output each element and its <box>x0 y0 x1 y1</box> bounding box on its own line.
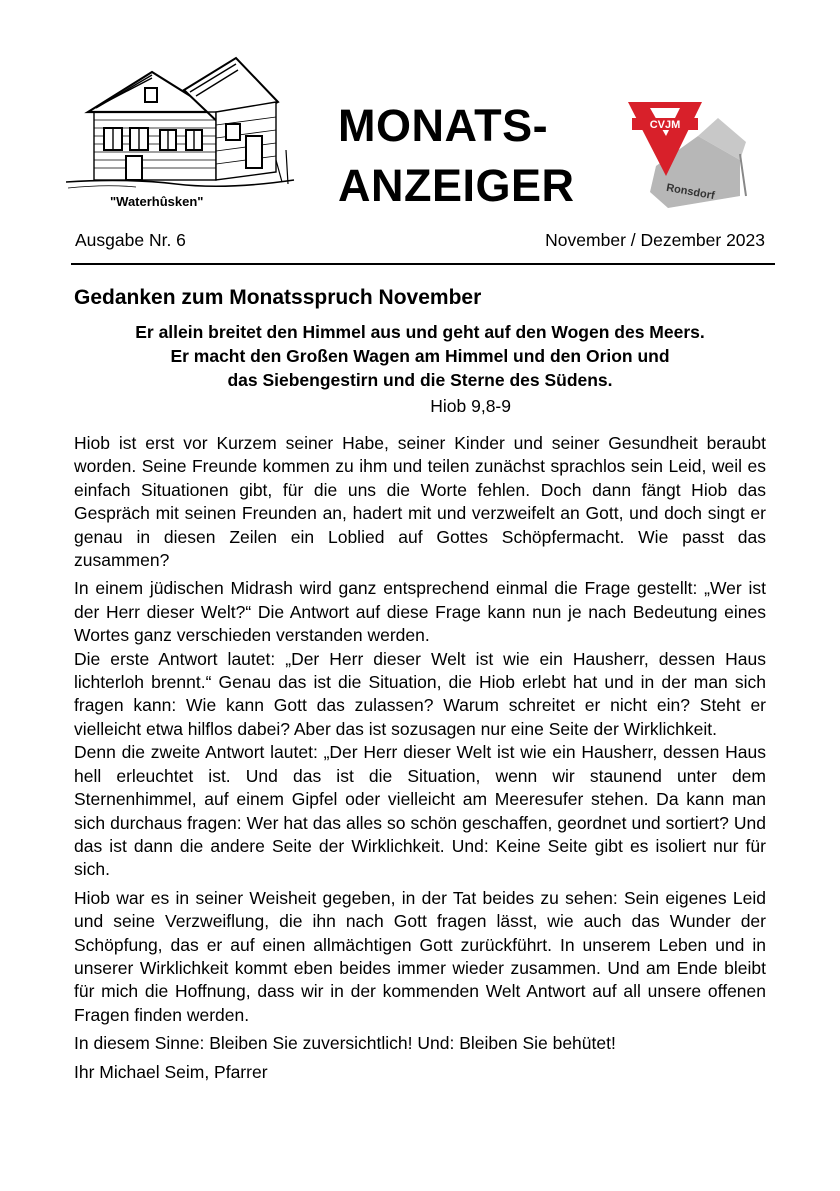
page-title <box>338 96 575 216</box>
verse-line: Er allein breitet den Himmel aus und geht auf den Wogen des Meers. <box>135 322 705 342</box>
verse-line: Er macht den Großen Wagen am Himmel und den Orion und <box>170 346 670 366</box>
cvjm-logo <box>628 96 768 221</box>
paragraph: Denn die zweite Antwort lautet: „Der Herr dieser Welt ist wie ein Hausherr, dessen Haus hell erleuchtet ist. Und das ist die Situation, wenn wir staunend unter dem Sternenhimmel, auf einem Gipfel oder vielleicht am Meeresufer stehen. Da kann man sich durchaus fragen: Wer hat das alles so schön geschaffen, geordnet und sortiert? Und das ist dann die andere Seite der Wirklichkeit. Und: Keine Seite gibt es isoliert nur für sich. <box>74 742 766 880</box>
article-heading: Gedanken zum Monatsspruch November <box>74 286 482 309</box>
paragraph: In diesem Sinne: Bleiben Sie zuversichtlich! Und: Bleiben Sie behütet! <box>74 1033 616 1054</box>
paragraph: Die erste Antwort lautet: „Der Herr dieser Welt ist wie ein Hausherr, dessen Haus lichterloh brennt.“ Genau das ist die Situation, die Hiob erlebt hat und in der man sich fragen kann: Wie kann Gott das zulassen? Warum schreitet er nicht ein? Steht er vielleicht etwa hilflos dabei? Aber das ist sozusagen nur eine Seite der Wirklichkeit. <box>74 648 766 739</box>
verse-reference-row <box>74 396 766 417</box>
verse-line: das Siebengestirn und die Sterne des Südens. <box>227 370 613 390</box>
issue-number: Ausgabe Nr. 6 <box>75 230 186 250</box>
paragraph: Hiob ist erst vor Kurzem seiner Habe, seiner Kinder und seiner Gesundheit beraubt worden. Seine Freunde kommen zu ihm und teilen zunächst sprachlos sein Leid, weil es einfach Situationen gibt, für die uns die Worte fehlen. Doch dann fängt Hiob das Gespräch mit seinen Freunden an, hadert mit und verzweifelt an Gott, und doch singt er genau in diesen Zeilen ein Loblied auf Gottes Schöpfermacht. Wie passt das zusammen? <box>74 433 766 571</box>
title-line-2: ANZEIGER <box>338 160 575 211</box>
bible-verse <box>74 320 766 392</box>
cvjm-text: CVJM <box>649 119 681 131</box>
verse-reference: Hiob 9,8-9 <box>430 396 511 416</box>
logo-place: Ronsdorf <box>665 181 716 203</box>
cvjm-triangle-icon <box>628 96 768 221</box>
article-body <box>74 432 766 1084</box>
logo-caption: "Waterhûsken" <box>110 194 204 209</box>
issue-date: November / Dezember 2023 <box>545 230 765 250</box>
signature: Ihr Michael Seim, Pfarrer <box>74 1061 268 1082</box>
paragraph: In einem jüdischen Midrash wird ganz entsprechend einmal die Frage gestellt: „Wer ist der Herr dieser Welt?“ Die Antwort auf diese Frage kann nun je nach Bedeutung eines Wortes ganz verschieden verstanden werden. <box>74 578 766 646</box>
house-drawing <box>66 50 296 200</box>
header-divider <box>71 263 775 265</box>
paragraph: Hiob war es in seiner Weisheit gegeben, in der Tat beides zu sehen: Sein eigenes Leid und seine Verzweiflung, die ihn nach Gott fragen lässt, wie auch das Wunder der Schöpfung, das er auf einen allmächtigen Gott zurückführt. In unserem Leben und in unserer Wirklichkeit kommt eben beides immer wieder zusammen. Und am Ende bleibt für mich die Hoffnung, dass wir in der kommenden Welt Antwort auf all unsere offenen Fragen finden werden. <box>74 887 766 1025</box>
title-line-1: MONATS- <box>338 100 549 151</box>
waterhusken-logo <box>66 50 296 218</box>
